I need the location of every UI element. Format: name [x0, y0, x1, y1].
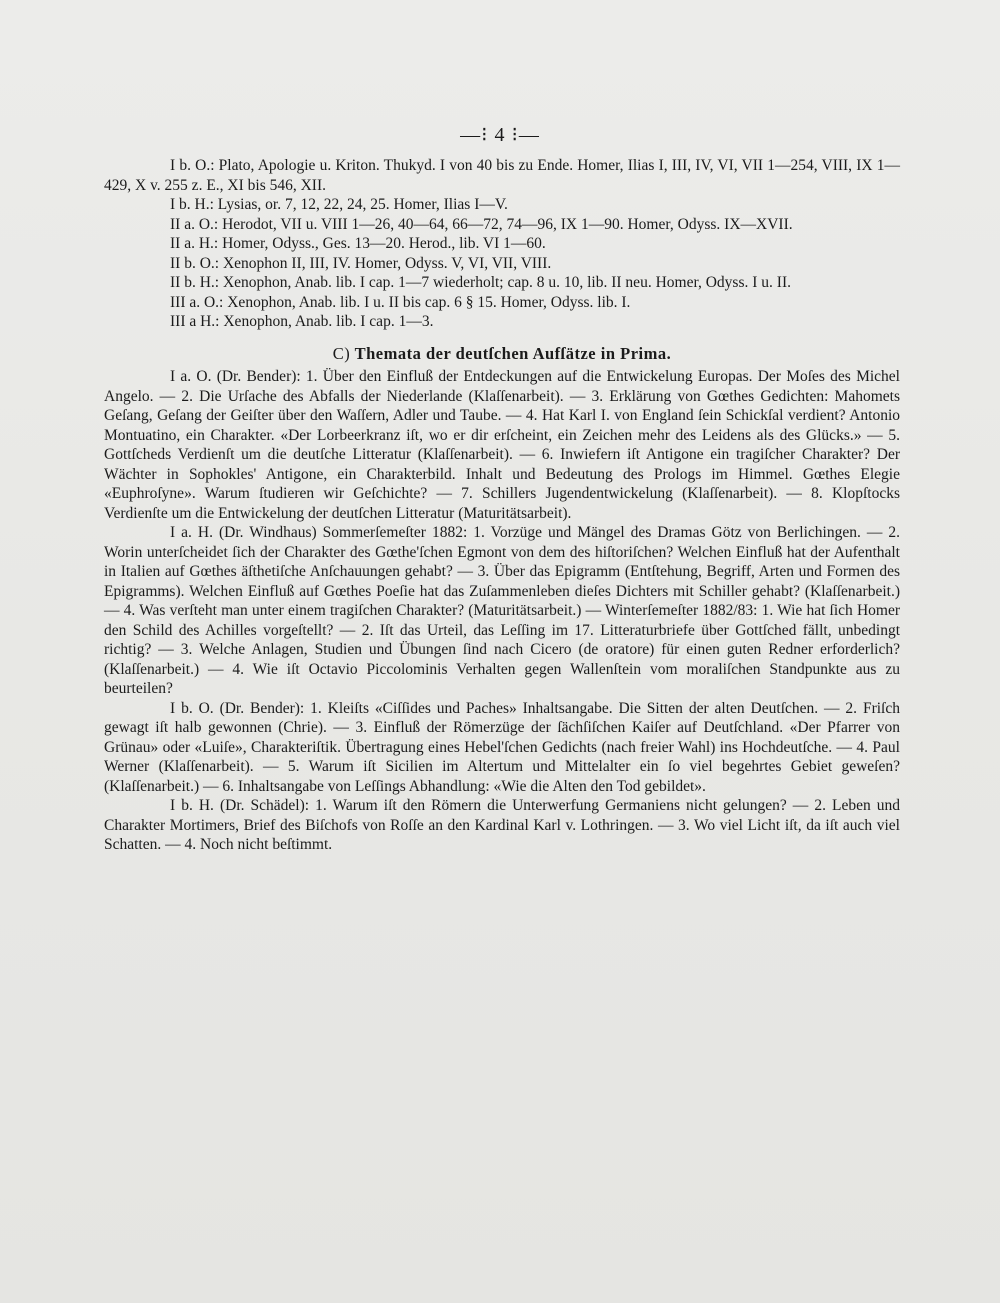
reading-list: [104, 156, 900, 332]
reading-line: I b. O.: Plato, Apologie u. Kriton. Thukyd. I von 40 bis zu Ende. Homer, Ilias I, III, IV, VI, VII 1—254, VIII, IX 1—429, X v. 255 z. E., XI bis 546, XII.: [104, 157, 900, 194]
page-content: [104, 156, 900, 855]
topic-paragraph: I a. H. (Dr. Windhaus) Sommerſemeſter 1882: 1. Vorzüge und Mängel des Dramas Götz von Berlichingen. — 2. Worin unterſcheidet ſich der Charakter des Gœthe'ſchen Egmont von dem des hiſtoriſchen? Welchen Einfluß hat der Aufenthalt in Italien auf Gœthes äſthetiſche Anſchauungen gehabt? — 3. Über das Epigramm (Entſtehung, Begriff, Arten und Formen des Epigramms). Welchen Einfluß auf Gœthes Poeſie hat das Zuſammenleben dieſes Dichters mit Schiller gehabt? (Klaſſenarbeit.) — 4. Was verſteht man unter einem tragiſchen Charakter? (Maturitätsarbeit.) — Winterſemeſter 1882/83: 1. Wie hat ſich Homer den Schild des Achilles vorgeſtellt? — 2. Iſt das Urteil, das Leſſing im 17. Litteraturbriefe über Gottſched fällt, unbedingt richtig? — 3. Welche Anlagen, Studien und Übungen ſind nach Cicero (de oratore) für einen guten Redner erforderlich? (Klaſſenarbeit.) — 4. Wie iſt Octavio Piccolominis Verhalten gegen Wallenſtein vom moraliſchen Standpunkte aus zu beurteilen?: [104, 524, 900, 697]
topic-paragraph: I a. O. (Dr. Bender): 1. Über den Einfluß der Entdeckungen auf die Entwickelung Europas. Der Moſes des Michel Angelo. — 2. Die Urſache des Abfalls der Niederlande (Klaſſenarbeit). — 3. Erklärung von Gœthes Gedichten: Mahomets Geſang, Geſang der Geiſter über den Waſſern, Adler und Taube. — 4. Hat Karl I. von England ſein Schickſal verdient? Antonio Montuatino, ein Charakter. «Der Lorbeerkranz iſt, wo er dir erſcheint, ein Zeichen mehr des Leidens als des Glücks.» — 5. Gottſcheds Verdienſt um die deutſche Litteratur (Klaſſenarbeit). — 6. Inwiefern iſt Antigone ein tragiſcher Charakter? Der Wächter in Sophokles' Antigone, ein Charakterbild. Inhalt und Bedeutung des Prologs im Himmel. Gœthes Elegie «Euphroſyne». Warum ſtudieren wir Geſchichte? — 7. Schillers Jugendentwickelung (Klaſſenarbeit). — 8. Klopſtocks Verdienſte um die Entwickelung der deutſchen Litteratur (Maturitätsarbeit).: [104, 368, 900, 522]
topic-paragraph: I b. H. (Dr. Schädel): 1. Warum iſt den Römern die Unterwerfung Germaniens nicht gelungen? — 2. Leben und Charakter Mortimers, Brief des Biſchofs von Roſſe an den Kardinal Karl v. Lothringen. — 3. Wo viel Licht iſt, da iſt auch viel Schatten. — 4. Noch nicht beſtimmt.: [104, 797, 900, 853]
topic-paragraph: I b. O. (Dr. Bender): 1. Kleiſts «Ciſſides und Paches» Inhaltsangabe. Die Sitten der alten Deutſchen. — 2. Friſch gewagt iſt halb gewonnen (Chrie). — 3. Einfluß der Römerzüge der ſächſiſchen Kaiſer auf Deutſchland. «Der Pfarrer von Grünau» oder «Luiſe», Charakteriſtik. Übertragung eines Hebel'ſchen Gedichts (nach freier Wahl) ins Hochdeutſche. — 4. Paul Werner (Klaſſenarbeit). — 5. Warum iſt Sicilien im Altertum und Mittelalter ein ſo viel begehrtes Gebiet geweſen? (Klaſſenarbeit.) — 6. Inhaltsangabe von Leſſings Abhandlung: «Wie die Alten den Tod gebildet».: [104, 699, 900, 795]
reading-line: II a. H.: Homer, Odyss., Ges. 13—20. Herod., lib. VI 1—60.: [170, 235, 546, 252]
section-letter: C): [332, 343, 351, 363]
reading-line: I b. H.: Lysias, or. 7, 12, 22, 24, 25. Homer, Ilias I—V.: [170, 196, 508, 213]
reading-line: III a H.: Xenophon, Anab. lib. I cap. 1—3.: [170, 313, 434, 330]
reading-line: II b. O.: Xenophon II, III, IV. Homer, Odyss. V, VI, VII, VIII.: [170, 254, 552, 272]
reading-line: III a. O.: Xenophon, Anab. lib. I u. II bis cap. 6 § 15. Homer, Odyss. lib. I.: [170, 293, 631, 311]
topics-list: [104, 367, 900, 855]
section-heading: [104, 344, 900, 364]
reading-line: II b. H.: Xenophon, Anab. lib. I cap. 1—7 wiederholt; cap. 8 u. 10, lib. II neu. Homer, Odyss. I u. II.: [170, 274, 791, 291]
page-number: —⁝ 4 ⁝—: [460, 124, 540, 146]
section-title: Themata der deutſchen Aufſätze in Prima.: [354, 343, 672, 363]
reading-line: II a. O.: Herodot, VII u. VIII 1—26, 40—64, 66—72, 74—96, IX 1—90. Homer, Odyss. IX—XVII.: [170, 215, 793, 233]
